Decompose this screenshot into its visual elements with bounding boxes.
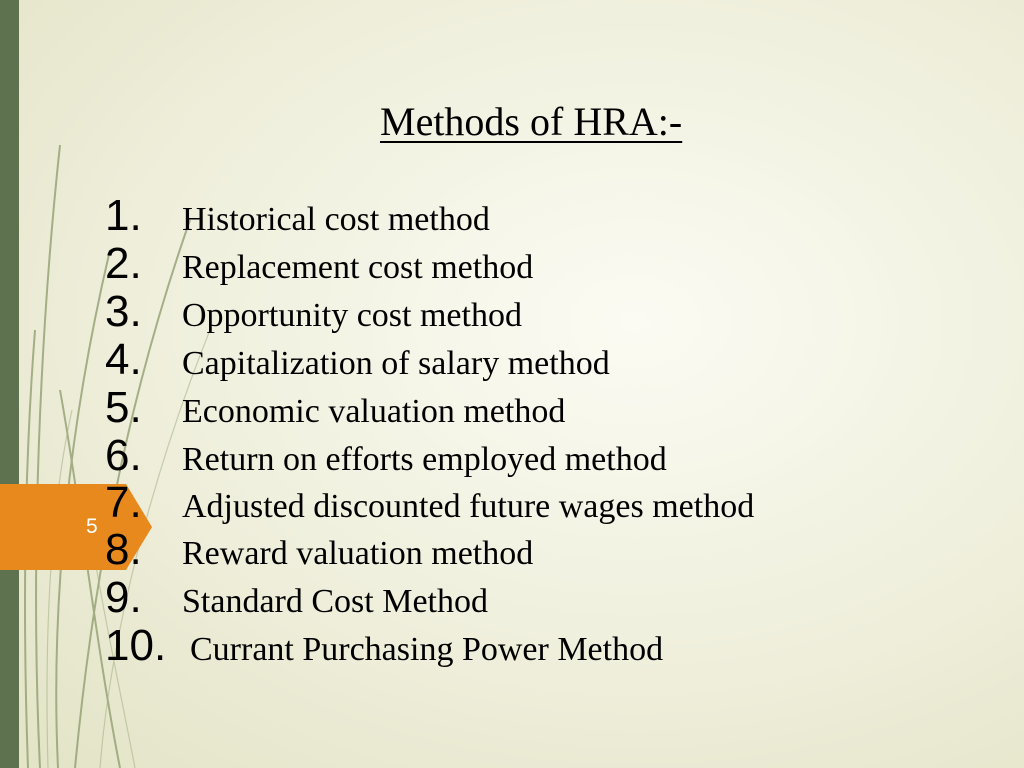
- list-item-label: Reward valuation method: [182, 535, 534, 572]
- list-item-number: 6.: [105, 431, 142, 480]
- list-item-number: 9.: [105, 573, 142, 622]
- list-item-label: Economic valuation method: [182, 393, 566, 430]
- list-item-number: 10.: [105, 621, 167, 670]
- list-item-label: Return on efforts employed method: [182, 441, 667, 478]
- list-item-number: 3.: [105, 287, 142, 336]
- list-item-number: 5.: [105, 383, 142, 432]
- list-item-label: Capitalization of salary method: [182, 345, 610, 382]
- list-item-label: Standard Cost Method: [182, 583, 488, 620]
- list-item-number: 2.: [105, 239, 142, 288]
- list-item-number: 8.: [105, 525, 142, 574]
- list-item-number: 1.: [105, 191, 142, 240]
- list-item-label: Opportunity cost method: [182, 297, 522, 334]
- page-number: 5: [86, 515, 98, 538]
- slide-title: Methods of HRA:-: [380, 99, 683, 144]
- list-item-label: Currant Purchasing Power Method: [190, 631, 664, 668]
- list-item-label: Historical cost method: [182, 201, 490, 238]
- list-item-label: Replacement cost method: [182, 249, 534, 286]
- list-item-label: Adjusted discounted future wages method: [182, 488, 755, 525]
- list-item-number: 7.: [105, 478, 142, 527]
- list-item-number: 4.: [105, 335, 142, 384]
